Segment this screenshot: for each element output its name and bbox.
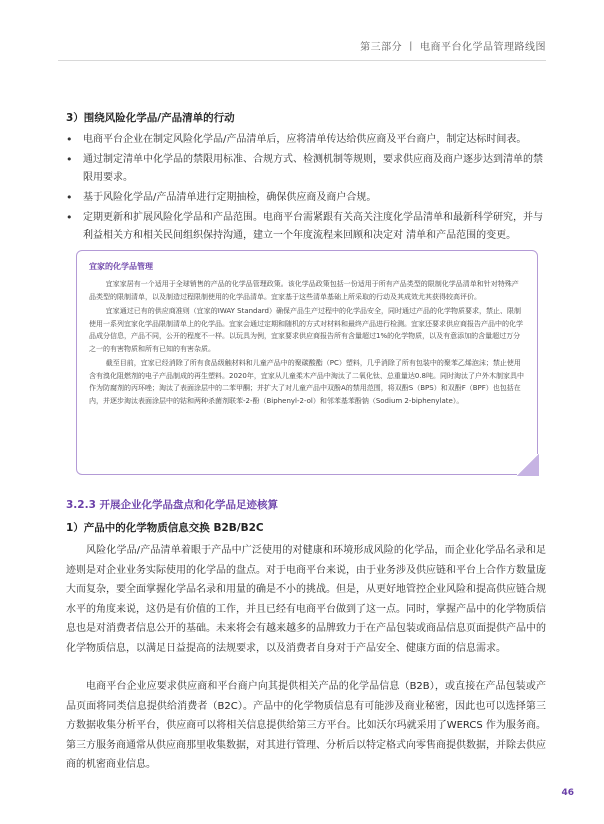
section-heading: 3.2.3 开展企业化学品盘点和化学品足迹核算 [66, 499, 279, 511]
body-paragraph: 风险化学品/产品清单着眼于产品中广泛使用的对健康和环境形成风险的化学品，而企业化学品名录和足迹则是对企业业务实际使用的化学品的盘点。对于电商平台来说，由于业务涉及供应链和平台上合作方数量庞大而复杂，要全面掌握化学品名录和用量的确是不小的挑战。但是，从更好地管控企业风险和提高供应链合规水平的角度来说，这仍是有价值的工作，并且已经有电商平台做到了这一点。同时，掌握产品中的化学物质信息也是对消费者信息公开的基础。未来将会有越来越多的品牌致力于在产品包装或商品信息页面提供产品中的化学物质信息，以满足日益提高的法规要求，以及消费者自身对于产品安全、健康方面的信息需求。 [66, 545, 546, 654]
case-study-box [76, 250, 538, 475]
list-item: • 定期更新和扩展风险化学品和产品范围。电商平台需紧跟有关高关注度化学品清单和最新科学研究，并与利益相关方和相关民间组织保持沟通，建立一个年度流程来回顾和决定对 清单和产品范围的变更。 [66, 211, 543, 241]
bullet-icon: • [66, 153, 73, 166]
list-item: • 电商平台企业在制定风险化学品/产品清单后，应将清单传达给供应商及平台商户，制定达标时间表。 [66, 131, 546, 149]
list-item: • 通过制定清单中化学品的禁限用标准、合规方式、检测机制等规则，要求供应商及商户逐步达到清单的禁限用要求。 [66, 153, 543, 183]
bullet-icon: • [66, 191, 73, 204]
header-divider [58, 60, 546, 61]
bullet-list [66, 131, 546, 245]
case-study-paragraph: 截至目前，宜家已经消除了所有食品级触材料和儿童产品中的聚碳酸酯（PC）塑料，几乎消除了所有包装中的聚苯乙烯泡沫；禁止使用含有溴化阻燃剂的电子产品制成的再生塑料。2020年，宜家从儿童柔木产品中淘汰了二氧化钛、总重量达0.8吨。同时淘汰了户外木制家具中作为防腐剂的丙环唑；淘汰了表面涂层中的二苯甲酮；并扩大了对儿童产品中双酚A的禁用范围，将双酚S（BPS）和双酚F（BPF）也包括在内，并逐步淘汰表面涂层中的钴和两种杀菌剂联苯-2-酚（Biphenyl-2-ol）和邻苯基苯酚钠（Sodium 2-biphenylate）。 [89, 359, 524, 405]
page-fold-corner [517, 454, 539, 476]
case-study-paragraph: 宜家通过已有的供应商准则（宜家的IWAY Standard）确保产品生产过程中的化学品安全，同时通过产品的化学物质要求，禁止、限制使用一系列宜家化学品限制清单上的化学品。宜家会通过定期和随机的方式对材料和最终产品进行检测。宜家还要求供应商报告产品中的化学品成分信息，产品不同，公开的程度不一样。以玩具为例，宜家要求供应商报告所有含量超过1%的化学物质，以及有意添加的含量超过万分之一的有害物质和所有已知的有害杂质。 [89, 307, 523, 353]
section-inventory [66, 497, 546, 775]
subsection-heading: 1）产品中的化学物质信息交换 B2B/B2C [66, 522, 264, 534]
case-study-paragraph: 宜家家居有一个适用于全球销售的产品的化学品管理政策。该化学品政策包括一份适用于所有产品类型的限制化学品清单和针对特殊产品类型的限制清单，以及制造过程限制使用的化学品清单。宜家基于这些清单基础上所采取的行动及其成效尤其获得较高评价。 [89, 280, 519, 301]
running-header: 第三部分 丨 电商平台化学品管理路线图 [360, 42, 546, 53]
bullet-icon: • [66, 133, 73, 146]
section-title: 3）围绕风险化学品/产品清单的行动 [66, 112, 235, 124]
section-risk-list-actions [66, 110, 546, 247]
list-item: • 基于风险化学品/产品清单进行定期抽检，确保供应商及商户合规。 [66, 189, 546, 207]
body-paragraph: 电商平台企业应要求供应商和平台商户向其提供相关产品的化学品信息（B2B），或直接在产品包装或产品页面将同类信息提供给消费者（B2C）。产品中的化学物质信息有可能涉及商业秘密，因此也可以选择第三方数据收集分析平台，供应商可以将相关信息提供给第三方平台。比如沃尔玛就采用了WERCS 作为服务商。第三方服务商通常从供应商那里收集数据，对其进行管理、分析后以特定格式向零售商提供数据，并除去供应商的机密商业信息。 [66, 681, 546, 770]
page-number: 46 [561, 788, 574, 798]
bullet-icon: • [66, 211, 73, 224]
case-study-title: 宜家的化学品管理 [89, 262, 153, 271]
